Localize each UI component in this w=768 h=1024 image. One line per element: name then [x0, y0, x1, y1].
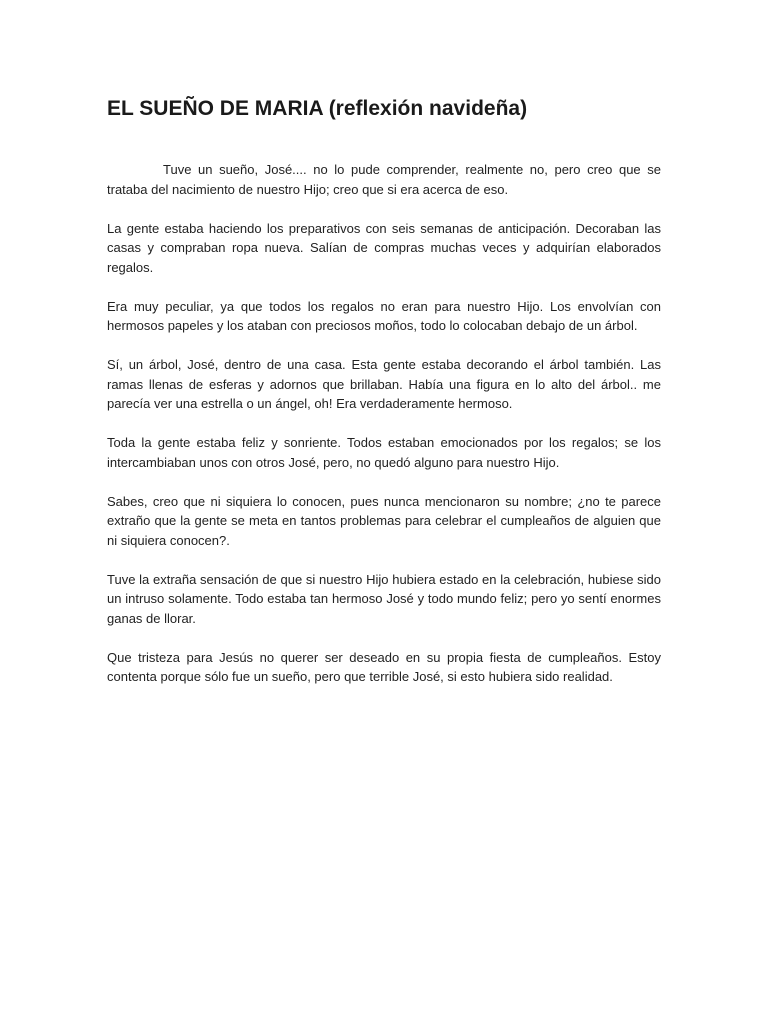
paragraph-5: Toda la gente estaba feliz y sonriente. Todos estaban emocionados por los regalos; se los intercambiaban unos con otros José, pero, no quedó alguno para nuestro Hijo. — [107, 435, 661, 470]
paragraph-1: Tuve un sueño, José.... no lo pude comprender, realmente no, pero creo que se trataba del nacimiento de nuestro Hijo; creo que si era acerca de eso. — [107, 162, 661, 197]
paragraph-2: La gente estaba haciendo los preparativos con seis semanas de anticipación. Decoraban las casas y compraban ropa nueva. Salían de compras muchas veces y adquirían elaborados regalos. — [107, 220, 661, 275]
paragraph-3: Era muy peculiar, ya que todos los regalos no eran para nuestro Hijo. Los envolvían con hermosos papeles y los ataban con preciosos moños, todo lo colocaban debajo de un árbol. — [107, 298, 661, 333]
paragraph-7: Tuve la extraña sensación de que si nuestro Hijo hubiera estado en la celebración, hubiese sido un intruso solamente. Todo estaba tan hermoso José y todo mundo feliz; pero yo sentí enormes ganas de llorar. — [107, 571, 661, 626]
document-page — [107, 94, 661, 706]
document-title: EL SUEÑO DE MARIA (reflexión navideña) — [107, 97, 528, 120]
paragraph-6: Sabes, creo que ni siquiera lo conocen, pues nunca mencionaron su nombre; ¿no te parece extraño que la gente se meta en tantos problemas para celebrar el cumpleaños de alguien que ni siquiera conocen?. — [107, 493, 661, 548]
paragraph-4: Sí, un árbol, José, dentro de una casa. Esta gente estaba decorando el árbol también. Las ramas llenas de esferas y adornos que brillaban. Había una figura en lo alto del árbol.. me parecía ver una estrella o un ángel, oh! Era verdaderamente hermoso. — [107, 357, 661, 411]
paragraph-8: Que tristeza para Jesús no querer ser deseado en su propia fiesta de cumpleaños. Estoy contenta porque sólo fue un sueño, pero que terrible José, si esto hubiera sido realidad. — [107, 649, 661, 684]
